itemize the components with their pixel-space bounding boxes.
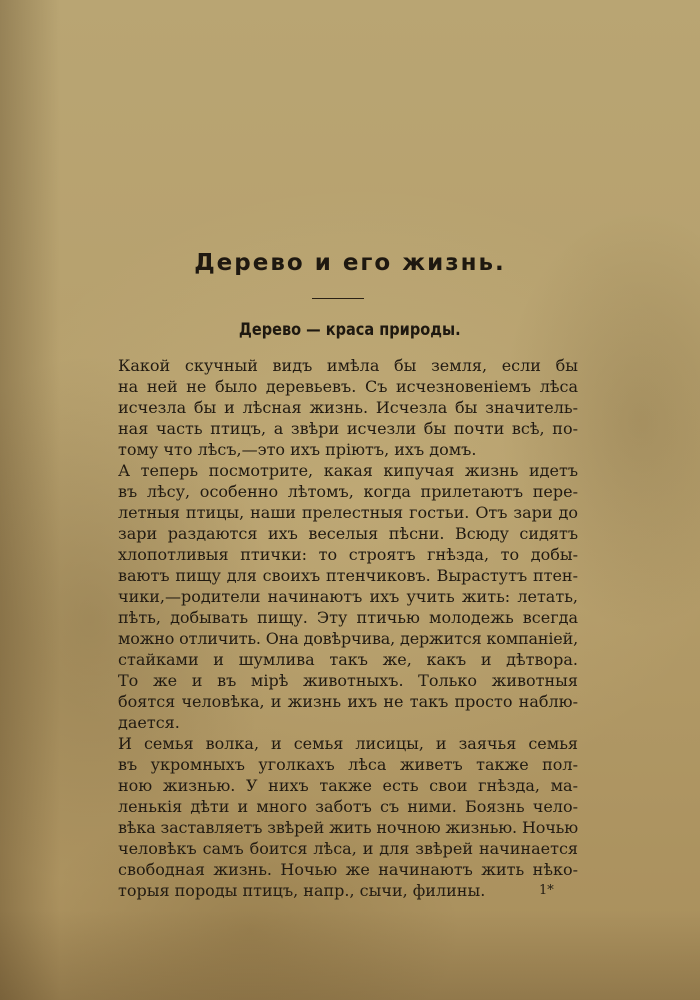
chapter-title: Дерево и его жизнь. bbox=[194, 250, 506, 276]
text-line: ваютъ пищу для своихъ птенчиковъ. Вырастутъ птен- bbox=[118, 566, 578, 585]
text-line: боятся человѣка, и жизнь ихъ не такъ просто наблю- bbox=[118, 692, 578, 711]
text-line: хлопотливыя птички: то строятъ гнѣзда, то добы- bbox=[118, 545, 578, 564]
text-line: летныя птицы, наши прелестныя гостьи. Отъ зари до bbox=[118, 503, 578, 522]
text-line: можно отличить. Она довѣрчива, держится компанiей, bbox=[118, 629, 578, 648]
text-line: То же и въ мiрѣ животныхъ. Только животныя bbox=[118, 671, 578, 690]
text-line: дается. bbox=[118, 713, 180, 732]
text-line: чики,—родители начинаютъ ихъ учить жить: летать, bbox=[118, 587, 578, 606]
text-line: свободная жизнь. Ночью же начинаютъ жить нѣко- bbox=[118, 860, 578, 879]
text-line: вѣка заставляетъ звѣрей жить ночною жизнью. Ночью bbox=[118, 818, 578, 837]
text-line: исчезла бы и лѣсная жизнь. Исчезла бы значитель- bbox=[118, 398, 578, 417]
text-line: А теперь посмотрите, какая кипучая жизнь идетъ bbox=[118, 461, 578, 480]
text-line: Какой скучный видъ имѣла бы земля, если бы bbox=[118, 356, 578, 375]
body-text bbox=[118, 355, 578, 901]
title-divider bbox=[312, 298, 364, 299]
text-line: зари раздаются ихъ веселыя пѣсни. Всюду сидятъ bbox=[118, 524, 578, 543]
text-line: стайками и шумлива такъ же, какъ и дѣтвора. bbox=[118, 650, 578, 669]
section-title: Дерево — краса природы. bbox=[238, 320, 461, 339]
text-line: ною жизнью. У нихъ также есть свои гнѣзда, ма- bbox=[118, 776, 578, 795]
page-number: 1* bbox=[539, 883, 554, 898]
text-line: въ лѣсу, особенно лѣтомъ, когда прилетаютъ пере- bbox=[118, 482, 578, 501]
text-line: торыя породы птицъ, напр., сычи, филины. bbox=[118, 881, 486, 900]
text-line: пѣть, добывать пищу. Эту птичью молодежь всегда bbox=[118, 608, 578, 627]
text-line: въ укромныхъ уголкахъ лѣса живетъ также пол- bbox=[118, 755, 578, 774]
text-line: И семья волка, и семья лисицы, и заячья семья bbox=[118, 734, 578, 753]
text-line: тому что лѣсъ,—это ихъ прiютъ, ихъ домъ. bbox=[118, 440, 477, 459]
text-line: ная часть птицъ, а звѣри исчезли бы почти всѣ, по- bbox=[118, 419, 578, 438]
text-line: на ней не было деревьевъ. Съ исчезновенiемъ лѣса bbox=[118, 377, 578, 396]
text-line: человѣкъ самъ боится лѣса, и для звѣрей начинается bbox=[118, 839, 578, 858]
text-line: ленькiя дѣти и много заботъ съ ними. Боязнь чело- bbox=[118, 797, 578, 816]
